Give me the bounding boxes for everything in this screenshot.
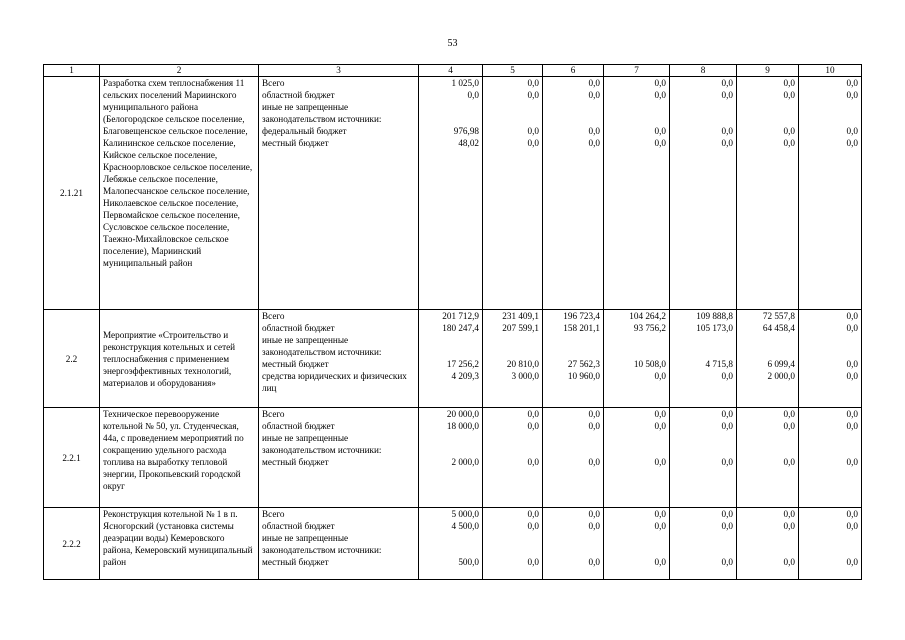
value: 0,0	[654, 138, 666, 148]
funding-source-label: областной бюджет	[262, 323, 335, 333]
funding-sources	[259, 508, 419, 580]
row-code: 2.2.2	[44, 508, 100, 580]
funding-source-label: федеральный бюджет	[262, 126, 347, 136]
value	[740, 532, 795, 556]
value	[486, 334, 539, 358]
value: 0,0	[721, 126, 733, 136]
value-cell	[543, 408, 604, 508]
value	[740, 101, 795, 125]
value: 0,0	[527, 126, 539, 136]
value-cell	[670, 408, 737, 508]
value	[607, 101, 666, 125]
value: 0,0	[588, 138, 600, 148]
value: 4 209,3	[451, 371, 479, 381]
value: 0,0	[721, 421, 733, 431]
value-cell	[604, 77, 670, 310]
value: 0,0	[783, 421, 795, 431]
value-cell	[737, 77, 799, 310]
funding-source-label: Всего	[262, 311, 285, 321]
value: 3 000,0	[511, 371, 539, 381]
value-cell	[604, 408, 670, 508]
value: 0,0	[783, 90, 795, 100]
value	[486, 432, 539, 456]
value-cell	[670, 77, 737, 310]
value	[802, 432, 858, 456]
value-cell	[419, 508, 483, 580]
row-code: 2.1.21	[44, 77, 100, 310]
value-cell	[799, 408, 862, 508]
value: 93 756,2	[633, 323, 666, 333]
value	[422, 334, 479, 358]
value	[422, 101, 479, 125]
col-header: 2	[100, 65, 259, 77]
funding-source-label: иные не запрещенные законодательством источники:	[262, 533, 382, 555]
value: 0,0	[654, 409, 666, 419]
funding-source-label: Всего	[262, 509, 285, 519]
value: 0,0	[846, 409, 858, 419]
value: 72 557,8	[762, 311, 795, 321]
table-row	[44, 77, 862, 310]
value-cell	[737, 408, 799, 508]
value	[607, 334, 666, 358]
value: 6 099,4	[767, 359, 795, 369]
value: 0,0	[721, 521, 733, 531]
value: 0,0	[846, 90, 858, 100]
col-header: 1	[44, 65, 100, 77]
value: 2 000,0	[451, 457, 479, 467]
value: 0,0	[654, 457, 666, 467]
value: 0,0	[846, 557, 858, 567]
funding-sources	[259, 310, 419, 408]
value: 0,0	[527, 138, 539, 148]
value: 0,0	[588, 126, 600, 136]
value	[673, 432, 733, 456]
value: 180 247,4	[442, 323, 479, 333]
value-cell	[604, 310, 670, 408]
value: 18 000,0	[446, 421, 479, 431]
value: 0,0	[783, 521, 795, 531]
value-cell	[483, 310, 543, 408]
value: 0,0	[846, 509, 858, 519]
value	[546, 532, 600, 556]
value: 201 712,9	[442, 311, 479, 321]
header-row	[44, 65, 862, 77]
value: 64 458,4	[762, 323, 795, 333]
value: 0,0	[588, 509, 600, 519]
value-cell	[483, 408, 543, 508]
value: 0,0	[846, 359, 858, 369]
value: 0,0	[783, 457, 795, 467]
value: 0,0	[588, 557, 600, 567]
value: 196 723,4	[563, 311, 600, 321]
value: 0,0	[846, 126, 858, 136]
value-cell	[799, 77, 862, 310]
value	[422, 532, 479, 556]
value: 20 810,0	[506, 359, 539, 369]
value: 105 173,0	[696, 323, 733, 333]
value: 0,0	[654, 421, 666, 431]
value: 17 256,2	[446, 359, 479, 369]
value: 0,0	[783, 138, 795, 148]
value: 0,0	[846, 521, 858, 531]
value: 0,0	[721, 90, 733, 100]
value: 0,0	[527, 457, 539, 467]
value: 0,0	[721, 509, 733, 519]
value	[546, 101, 600, 125]
funding-source-label: областной бюджет	[262, 521, 335, 531]
value-cell	[670, 310, 737, 408]
value	[673, 334, 733, 358]
value: 0,0	[846, 457, 858, 467]
value: 0,0	[527, 557, 539, 567]
value: 0,0	[721, 457, 733, 467]
value: 0,0	[588, 457, 600, 467]
table-row	[44, 408, 862, 508]
funding-sources	[259, 77, 419, 310]
value	[802, 532, 858, 556]
value: 0,0	[654, 521, 666, 531]
value	[802, 334, 858, 358]
value: 0,0	[467, 90, 479, 100]
funding-source-label: иные не запрещенные законодательством источники:	[262, 335, 382, 357]
value: 0,0	[654, 371, 666, 381]
value	[673, 532, 733, 556]
value-cell	[543, 508, 604, 580]
col-header: 10	[799, 65, 862, 77]
value: 0,0	[654, 126, 666, 136]
value: 10 508,0	[633, 359, 666, 369]
value: 0,0	[721, 138, 733, 148]
value-cell	[799, 508, 862, 580]
col-header: 9	[737, 65, 799, 77]
col-header: 8	[670, 65, 737, 77]
value: 0,0	[527, 421, 539, 431]
value-cell	[483, 508, 543, 580]
value: 0,0	[654, 509, 666, 519]
value: 0,0	[588, 421, 600, 431]
value: 0,0	[846, 323, 858, 333]
col-header: 4	[419, 65, 483, 77]
value-cell	[737, 508, 799, 580]
value: 2 000,0	[767, 371, 795, 381]
value	[673, 101, 733, 125]
row-description: Техническое перевооружение котельной № 50, ул. Студенческая, 44а, с проведением мероприятий по сокращению удельного расхода топлива на выработку тепловой энергии, Прокопьевский городской округ	[100, 408, 259, 508]
value	[740, 334, 795, 358]
value-cell	[419, 77, 483, 310]
value: 0,0	[654, 557, 666, 567]
value: 0,0	[527, 509, 539, 519]
value: 0,0	[654, 78, 666, 88]
value: 500,0	[458, 557, 479, 567]
value: 10 960,0	[567, 371, 600, 381]
value	[740, 432, 795, 456]
value: 231 409,1	[502, 311, 539, 321]
funding-source-label: местный бюджет	[262, 138, 329, 148]
value	[546, 432, 600, 456]
value: 0,0	[588, 90, 600, 100]
value	[486, 101, 539, 125]
budget-table	[43, 64, 862, 580]
value: 0,0	[783, 557, 795, 567]
value: 0,0	[721, 371, 733, 381]
value-cell	[604, 508, 670, 580]
value: 0,0	[588, 78, 600, 88]
value: 0,0	[654, 90, 666, 100]
col-header: 5	[483, 65, 543, 77]
value	[546, 334, 600, 358]
value	[422, 432, 479, 456]
value: 0,0	[721, 557, 733, 567]
value-cell	[737, 310, 799, 408]
page-number: 53	[447, 38, 458, 49]
value	[607, 532, 666, 556]
row-code: 2.2	[44, 310, 100, 408]
value: 0,0	[721, 78, 733, 88]
col-header: 3	[259, 65, 419, 77]
value-cell	[670, 508, 737, 580]
value: 0,0	[846, 421, 858, 431]
value: 0,0	[721, 409, 733, 419]
funding-sources	[259, 408, 419, 508]
funding-source-label: областной бюджет	[262, 90, 335, 100]
value: 0,0	[783, 409, 795, 419]
value: 0,0	[527, 409, 539, 419]
value-cell	[419, 408, 483, 508]
value: 0,0	[527, 521, 539, 531]
value: 976,98	[453, 126, 479, 136]
value	[607, 432, 666, 456]
value-cell	[483, 77, 543, 310]
value: 104 264,2	[629, 311, 666, 321]
value-cell	[419, 310, 483, 408]
funding-source-label: иные не запрещенные законодательством источники:	[262, 433, 382, 455]
value: 0,0	[527, 90, 539, 100]
value: 0,0	[588, 521, 600, 531]
value: 0,0	[783, 509, 795, 519]
value	[802, 101, 858, 125]
value: 0,0	[846, 311, 858, 321]
value-cell	[543, 310, 604, 408]
value: 20 000,0	[446, 409, 479, 419]
value: 0,0	[846, 78, 858, 88]
col-header: 6	[543, 65, 604, 77]
value: 207 599,1	[502, 323, 539, 333]
row-description: Разработка схем теплоснабжения 11 сельских поселений Мариинского муниципального района (Белогородское сельское поселение, Благовещенское сельское поселение, Калининское сельское поселение, Кийское сельское поселение, Красноорловское сельское поселение, Лебяжье сельское поселение, Малопесчанское сельское поселение, Николаевское сельское поселение, Первомайское сельское поселение, Сусловское сельское поселение, Таежно-Михайловское сельское поселение), Мариинский муниципальный район	[100, 77, 259, 310]
row-code: 2.2.1	[44, 408, 100, 508]
value: 4 500,0	[451, 521, 479, 531]
table-row	[44, 508, 862, 580]
value	[486, 532, 539, 556]
funding-source-label: средства юридических и физических лиц	[262, 371, 407, 393]
value: 158 201,1	[563, 323, 600, 333]
funding-source-label: областной бюджет	[262, 421, 335, 431]
value: 5 000,0	[451, 509, 479, 519]
value-cell	[543, 77, 604, 310]
table-row	[44, 310, 862, 408]
funding-source-label: Всего	[262, 409, 285, 419]
value-cell	[799, 310, 862, 408]
row-description: Мероприятие «Строительство и реконструкция котельных и сетей теплоснабжения с применением энергоэффективных технологий, материалов и оборудования»	[100, 310, 259, 408]
value: 48,02	[458, 138, 479, 148]
funding-source-label: местный бюджет	[262, 457, 329, 467]
value: 4 715,8	[705, 359, 733, 369]
value: 0,0	[846, 138, 858, 148]
value: 0,0	[527, 78, 539, 88]
value: 0,0	[783, 78, 795, 88]
col-header: 7	[604, 65, 670, 77]
value: 0,0	[846, 371, 858, 381]
funding-source-label: местный бюджет	[262, 557, 329, 567]
funding-source-label: Всего	[262, 78, 285, 88]
value: 109 888,8	[696, 311, 733, 321]
row-description: Реконструкция котельной № 1 в п. Ясногорский (установка системы деаэрации воды) Кемеровского района, Кемеровский муниципальный район	[100, 508, 259, 580]
value: 0,0	[588, 409, 600, 419]
value: 1 025,0	[451, 78, 479, 88]
funding-source-label: местный бюджет	[262, 359, 329, 369]
value: 27 562,3	[567, 359, 600, 369]
funding-source-label: иные не запрещенные законодательством источники:	[262, 102, 382, 124]
value: 0,0	[783, 126, 795, 136]
